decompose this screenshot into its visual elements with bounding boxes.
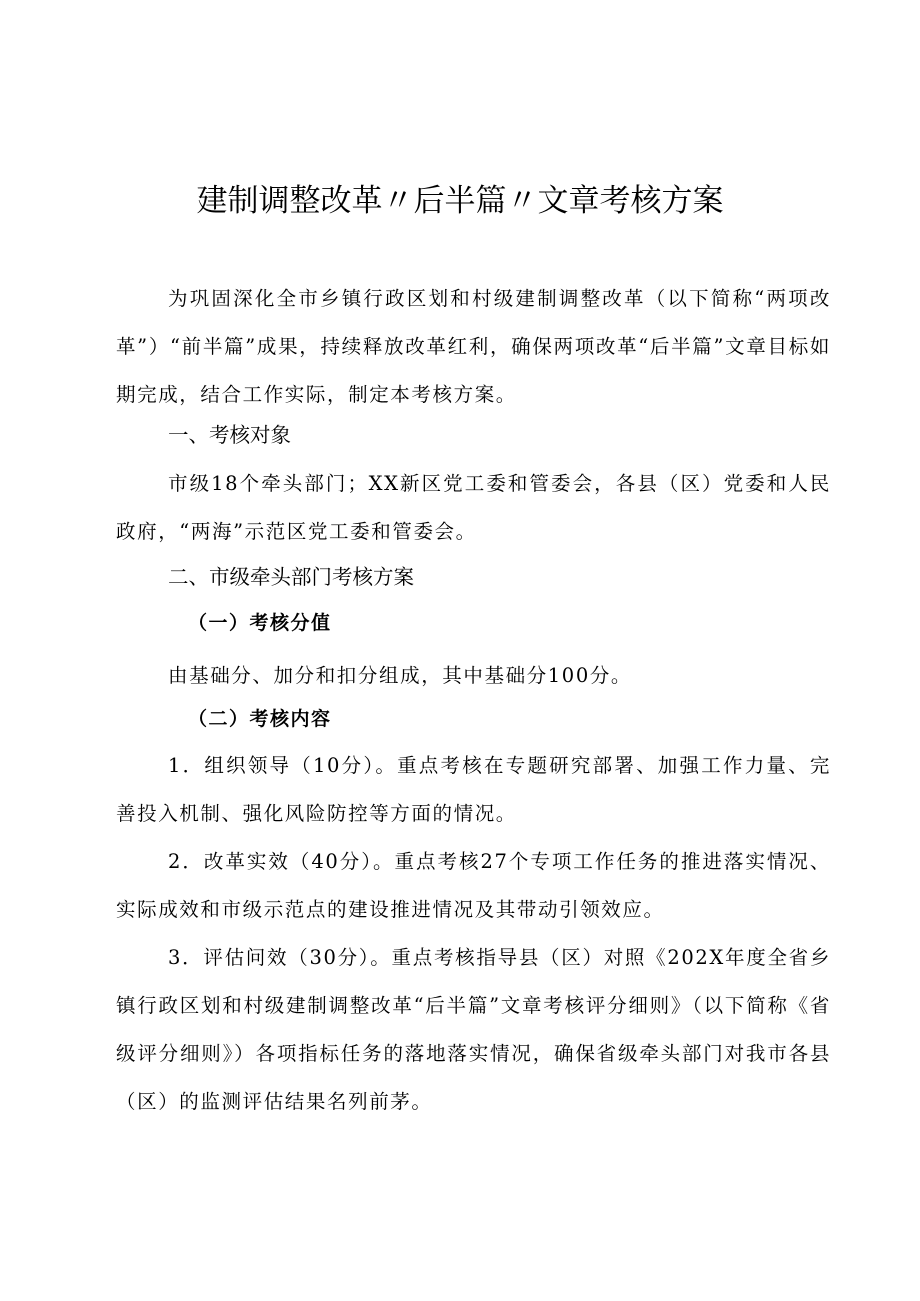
- content-item-2: 2．改革实效（40分）。重点考核27个专项工作任务的推进落实情况、实际成效和市级示范点的建设推进情况及其带动引领效应。: [116, 850, 831, 921]
- sub2-heading: （二）考核内容: [188, 708, 332, 730]
- content-item-1: 1．组织领导（10分）。重点考核在专题研究部署、加强工作力量、完善投入机制、强化风险防控等方面的情况。: [116, 754, 831, 825]
- section1-heading: 一、考核对象: [168, 423, 291, 447]
- content-item-3: 3．评估问效（30分）。重点考核指导县（区）对照《202X年度全省乡镇行政区划和村级建制调整改革“后半篇”文章考核评分细则》（以下简称《省级评分细则》）各项指标任务的落地落实情况，确保省级牵头部门对我市各县（区）的监测评估结果名列前茅。: [116, 946, 831, 1113]
- intro-paragraph: 为巩固深化全市乡镇行政区划和村级建制调整改革（以下简称“两项改革”）“前半篇”成果，持续释放改革红利，确保两项改革“后半篇”文章目标如期完成，结合工作实际，制定本考核方案。: [116, 287, 831, 406]
- section1-body: 市级18个牵头部门；XX新区党工委和管委会，各县（区）党委和人民政府，“两海”示范区党工委和管委会。: [116, 472, 831, 543]
- document-title: 建制调整改革〃后半篇〃文章考核方案: [196, 183, 724, 219]
- sub1-heading: （一）考核分值: [188, 612, 332, 634]
- sub1-body: 由基础分、加分和扣分组成，其中基础分100分。: [168, 664, 633, 687]
- section2-heading: 二、市级牵头部门考核方案: [168, 565, 414, 589]
